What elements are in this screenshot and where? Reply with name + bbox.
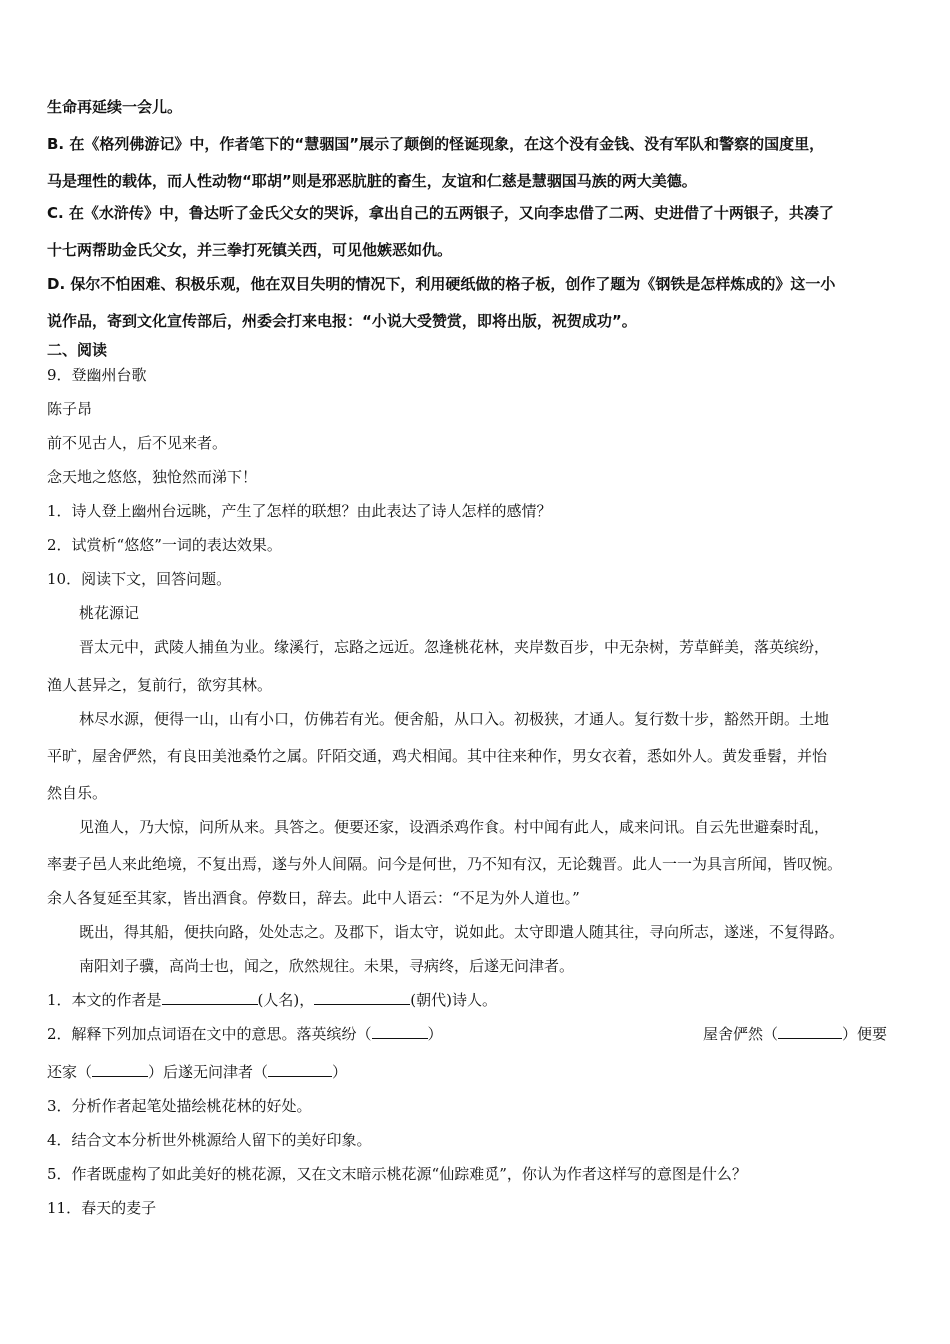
sub-2-text-c: 屋舍俨然（: [703, 1025, 779, 1043]
question-10-intro: 10．阅读下文，回答问题。: [47, 570, 232, 588]
dynasty-blank[interactable]: [314, 990, 410, 1005]
passage-line: 晋太元中，武陵人捕鱼为业。缘溪行，忘路之远近。忽逢桃花林，夹岸数百步，中无杂树，芳草鲜美，落英缤纷，: [79, 638, 830, 656]
luoying-blank[interactable]: [372, 1024, 428, 1039]
passage-line: 渔人甚异之，复前行，欲穷其林。: [47, 676, 273, 694]
sub-2-text-d: ）便要: [842, 1025, 888, 1043]
passage-line: 平旷，屋舍俨然，有良田美池桑竹之属。阡陌交通，鸡犬相闻。其中往来种作，男女衣着，悉如外人。黄发垂髫，并怡: [47, 747, 828, 765]
document-page: [47, 96, 907, 1219]
question-10-sub-5: 5．作者既虚构了如此美好的桃花源，又在文末暗示桃花源“仙踪难觅”，你认为作者这样写的意图是什么？: [47, 1165, 747, 1183]
poem-author: 陈子昂: [47, 400, 93, 418]
sub-2-text-f: ）后遂无问津者（: [148, 1063, 269, 1081]
question-10-sub-3: 3．分析作者起笔处描绘桃花林的好处。: [47, 1097, 312, 1115]
sub-2-right: [703, 1023, 887, 1044]
sub-2-text-b: ）: [427, 1025, 443, 1043]
question-10-sub-2-cont: [47, 1061, 907, 1083]
poem-line-2: 念天地之悠悠，独怆然而涕下！: [47, 468, 258, 486]
question-10-sub-4: 4．结合文本分析世外桃源给人留下的美好印象。: [47, 1131, 372, 1149]
passage-line: 率妻子邑人来此绝境，不复出焉，遂与外人间隔。问今是何世，乃不知有汉，无论魏晋。此人一一为具言所闻，皆叹惋。: [47, 855, 843, 873]
sub-1-text-a: 1．本文的作者是: [47, 991, 162, 1009]
option-b-line-2: 马是理性的载体，而人性动物“耶胡”则是邪恶肮脏的畜生，友谊和仁慈是慧骃国马族的两大美德。: [47, 172, 697, 190]
sub-2-text-g: ）: [332, 1063, 348, 1081]
option-d-line-2: 说作品，寄到文化宣传部后，州委会打来电报：“小说大受赞赏，即将出版，祝贺成功”。: [47, 312, 637, 330]
sub-1-text-c: (朝代)诗人。: [410, 991, 497, 1009]
option-d-line-1: D. 保尔不怕困难、积极乐观，他在双目失明的情况下，利用硬纸做的格子板，创作了题为《钢铁是怎样炼成的》这一小: [47, 275, 836, 293]
yao-blank[interactable]: [92, 1062, 148, 1077]
option-c-line-2: 十七两帮助金氏父女，并三拳打死镇关西，可见他嫉恶如仇。: [47, 241, 453, 259]
passage-line: 然自乐。: [47, 784, 108, 802]
yanran-blank[interactable]: [778, 1024, 842, 1039]
sub-2-text-a: 2．解释下列加点词语在文中的意思。落英缤纷（: [47, 1025, 372, 1043]
wenjin-blank[interactable]: [268, 1062, 332, 1077]
passage-line: 余人各复延至其家，皆出酒食。停数日，辞去。此中人语云：“不足为外人道也。”: [47, 889, 580, 907]
passage-line: 南阳刘子骥，高尚士也，闻之，欣然规往。未果，寻病终，后遂无问津者。: [79, 957, 575, 975]
question-10-sub-1: [47, 989, 907, 1011]
question-9-sub-2: 2．试赏析“悠悠”一词的表达效果。: [47, 536, 282, 554]
passage-title: 桃花源记: [79, 604, 140, 622]
section-heading: 二、阅读: [47, 341, 108, 359]
question-11-title: 11．春天的麦子: [47, 1199, 157, 1217]
option-c-line-1: C. 在《水浒传》中，鲁达听了金氏父女的哭诉，拿出自己的五两银子，又向李忠借了二两、史进借了十两银子，共凑了: [47, 204, 834, 222]
passage-line: 林尽水源，便得一山，山有小口，仿佛若有光。便舍船，从口入。初极狭，才通人。复行数十步，豁然开朗。土地: [79, 710, 830, 728]
question-10-sub-2: [47, 1023, 907, 1045]
author-name-blank[interactable]: [162, 990, 258, 1005]
poem-line-1: 前不见古人，后不见来者。: [47, 434, 228, 452]
question-9-title: 9．登幽州台歌: [47, 366, 147, 384]
sub-1-text-b: (人名)，: [257, 991, 315, 1009]
text-line: 生命再延续一会儿。: [47, 98, 183, 116]
passage-line: 既出，得其船，便扶向路，处处志之。及郡下，诣太守，说如此。太守即遣人随其往，寻向所志，遂迷，不复得路。: [79, 923, 845, 941]
passage-line: 见渔人，乃大惊，问所从来。具答之。便要还家，设酒杀鸡作食。村中闻有此人，咸来问讯。自云先世避秦时乱，: [79, 818, 830, 836]
question-9-sub-1: 1．诗人登上幽州台远眺，产生了怎样的联想？由此表达了诗人怎样的感情？: [47, 502, 552, 520]
option-b-line-1: B. 在《格列佛游记》中，作者笔下的“慧骃国”展示了颠倒的怪诞现象，在这个没有金钱、没有军队和警察的国度里，: [47, 135, 825, 153]
sub-2-text-e: 还家（: [47, 1063, 93, 1081]
